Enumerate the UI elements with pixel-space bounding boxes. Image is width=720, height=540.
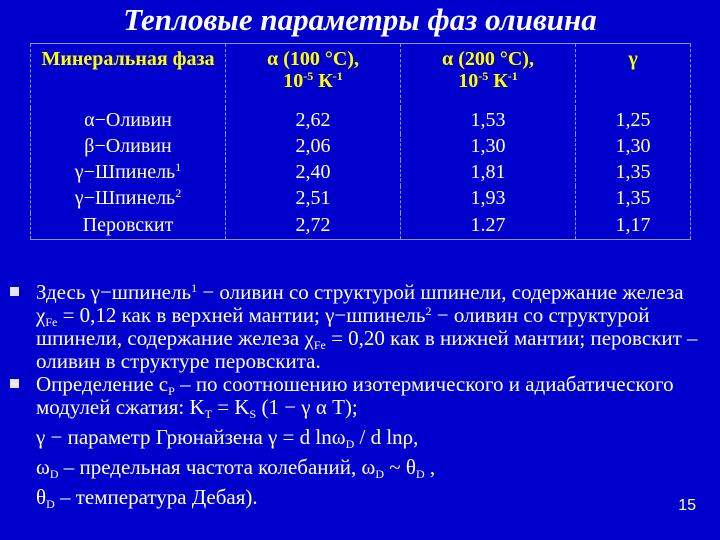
cell-alpha-200: 1,53 [401,108,576,134]
cell-gamma: 1,35 [576,186,691,212]
cell-phase: γ−Шпинель$^1$ [31,160,226,186]
bullet-square-icon [10,379,19,388]
cell-gamma: 1,25 [576,108,691,134]
note-gruneisen-line: γ − параметр Грюнайзена γ = d lnω$_D$ / d lnρ, [36,425,419,451]
header-alpha-100: α (100 °С), $10^{-5}$ $К^{-1}$ [226,44,401,108]
cell-alpha-200: 1.27 [401,213,576,240]
notes-section [8,281,708,509]
cell-gamma: 1,35 [576,160,691,186]
cell-alpha-200: 1,93 [401,186,576,212]
cell-alpha-100: 2,51 [226,186,401,212]
cell-phase: Перовскит [31,213,226,240]
table-header-row [31,44,691,108]
cell-phase: β−Оливин [31,134,226,160]
header-mineral-phase: Минеральная фаза [31,44,226,108]
header-gamma: γ [576,44,691,108]
note-frequency-line: $\omega_D$ – предельная частота колебаний, $\omega_D$ ~ $\theta_D$ , [36,455,436,481]
cell-gamma: 1,30 [576,134,691,160]
cell-alpha-200: 1,30 [401,134,576,160]
cell-alpha-100: 2,72 [226,213,401,240]
table-row [31,134,691,160]
header-alpha-200: α (200 °С), $10^{-5}$ $К^{-1}$ [401,44,576,108]
bullet-square-icon [10,287,19,296]
cell-phase: γ−Шпинель$^2$ [31,186,226,212]
table-row [31,108,691,134]
table-row [31,213,691,240]
cell-alpha-200: 1,81 [401,160,576,186]
cell-alpha-100: 2,62 [226,108,401,134]
cell-phase: α−Оливин [31,108,226,134]
cell-alpha-100: 2,40 [226,160,401,186]
table-row [31,160,691,186]
parameters-table [30,43,691,240]
cell-alpha-100: 2,06 [226,134,401,160]
cell-gamma: 1,17 [576,213,691,240]
slide-title: Тепловые параметры фаз оливина [123,2,597,37]
note-bullet-2: Определение $c_P$ – по соотношению изотермического и адиабатического модулей сжатия: $K_T = K_S$ (1 − γ α T); [8,373,708,419]
table-row [31,186,691,212]
note-bullet-1: Здесь γ−шпинель$^1$ − оливин со структурой шпинели, содержание железа $\chi_{Fe} = 0,12$ как в верхней мантии; γ−шпинель$^2$ − оливин со структурой шпинели, содержание железа $\chi_{Fe} = 0,20$ как в нижней мантии; перовскит – оливин в структуре перовскита. [8,281,708,373]
note-debye-line: $\theta_D$ – температура Дебая). [36,485,258,511]
page-number: 15 [678,497,696,514]
